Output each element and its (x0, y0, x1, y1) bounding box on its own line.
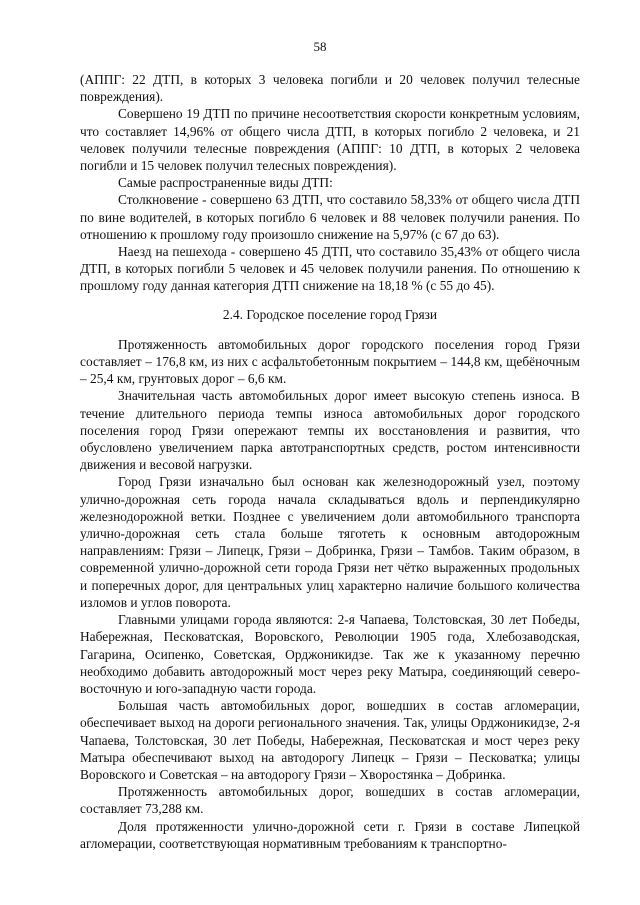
paragraph: Главными улицами города являются: 2-я Чапаева, Толстовская, 30 лет Победы, Набережная, Песковатская, Воровского, Революции 1905 года, Хлебозаводская, Гагарина, Осипенко, Советская, Орджоникидзе. Так же к указанному перечню необходимо добавить автодорожный мост через реку Матыра, соединяющий северо-восточную и юго-западную части города. (80, 612, 580, 696)
paragraph: (АППГ: 22 ДТП, в которых 3 человека погибли и 20 человек получил телесные повреждения). (80, 72, 580, 105)
paragraph: Протяженность автомобильных дорог, вошедших в состав агломерации, составляет 73,288 км. (80, 784, 580, 817)
paragraph: Доля протяженности улично-дорожной сети г. Грязи в составе Липецкой агломерации, соответствующая нормативным требованиям к транспортно- (80, 818, 580, 851)
paragraph: Самые распространенные виды ДТП: (118, 175, 333, 191)
section-heading: 2.4. Городское поселение город Грязи (222, 306, 438, 322)
page-number: 58 (313, 39, 327, 54)
paragraph: Наезд на пешехода - совершено 45 ДТП, что составило 35,43% от общего числа ДТП, в которых погибли 5 человек и 45 человек получили ранения. По отношению к прошлому году данная категория ДТП снижение на 18,18 % (с 55 до 45). (80, 244, 580, 294)
paragraph: Протяженность автомобильных дорог городского поселения город Грязи составляет – 176,8 км, из них с асфальтобетонным покрытием – 144,8 км, щебёночным – 25,4 км, грунтовых дорог – 6,6 км. (80, 336, 580, 387)
paragraph: Город Грязи изначально был основан как железнодорожный узел, поэтому улично-дорожная сеть города начала складываться вдоль и перпендикулярно железнодорожной ветки. Позднее с увеличением доли автомобильного транспорта улично-дорожная сеть стала больше тяготеть к основным автодорожным направлениям: Грязи – Липецк, Грязи – Добринка, Грязи – Тамбов. Таким образом, в современной улично-дорожной сети города Грязи нет чётко выраженных продольных и поперечных дорог, для центральных улиц характерно наличие большого количества изломов и углов поворота. (80, 474, 580, 610)
paragraph: Совершено 19 ДТП по причине несоответствия скорости конкретным условиям, что составляет 14,96% от общего числа ДТП, в которых погибло 2 человека, и 21 человек получили телесные повреждения (АППГ: 10 ДТП, в которых 2 человека погибли и 15 человек получил телесных повреждения). (80, 106, 580, 174)
paragraph: Значительная часть автомобильных дорог имеет высокую степень износа. В течение длительного периода темпы износа автомобильных дорог городского поселения город Грязи опережают темпы их восстановления и развития, что обусловлено увеличением парка автотранспортных средств, ростом интенсивности движения и весовой нагрузки. (80, 388, 580, 473)
document-body (80, 71, 580, 852)
paragraph: Большая часть автомобильных дорог, вошедших в состав агломерации, обеспечивает выход на дороги регионального значения. Так, улицы Орджоникидзе, 2-я Чапаева, Толстовская, 30 лет Победы, Набережная, Песковатская и мост через реку Матыра обеспечивают выход на автодорогу Липецк – Грязи – Песковатка; улицы Воровского и Советская – на автодорогу Грязи – Хворостянка – Добринка. (80, 698, 580, 782)
paragraph: Столкновение - совершено 63 ДТП, что составило 58,33% от общего числа ДТП по вине водителей, в которых погибло 6 человек и 88 человек получили ранения. По отношению к прошлому году произошло снижение на 5,97% (с 67 до 63). (80, 192, 580, 242)
